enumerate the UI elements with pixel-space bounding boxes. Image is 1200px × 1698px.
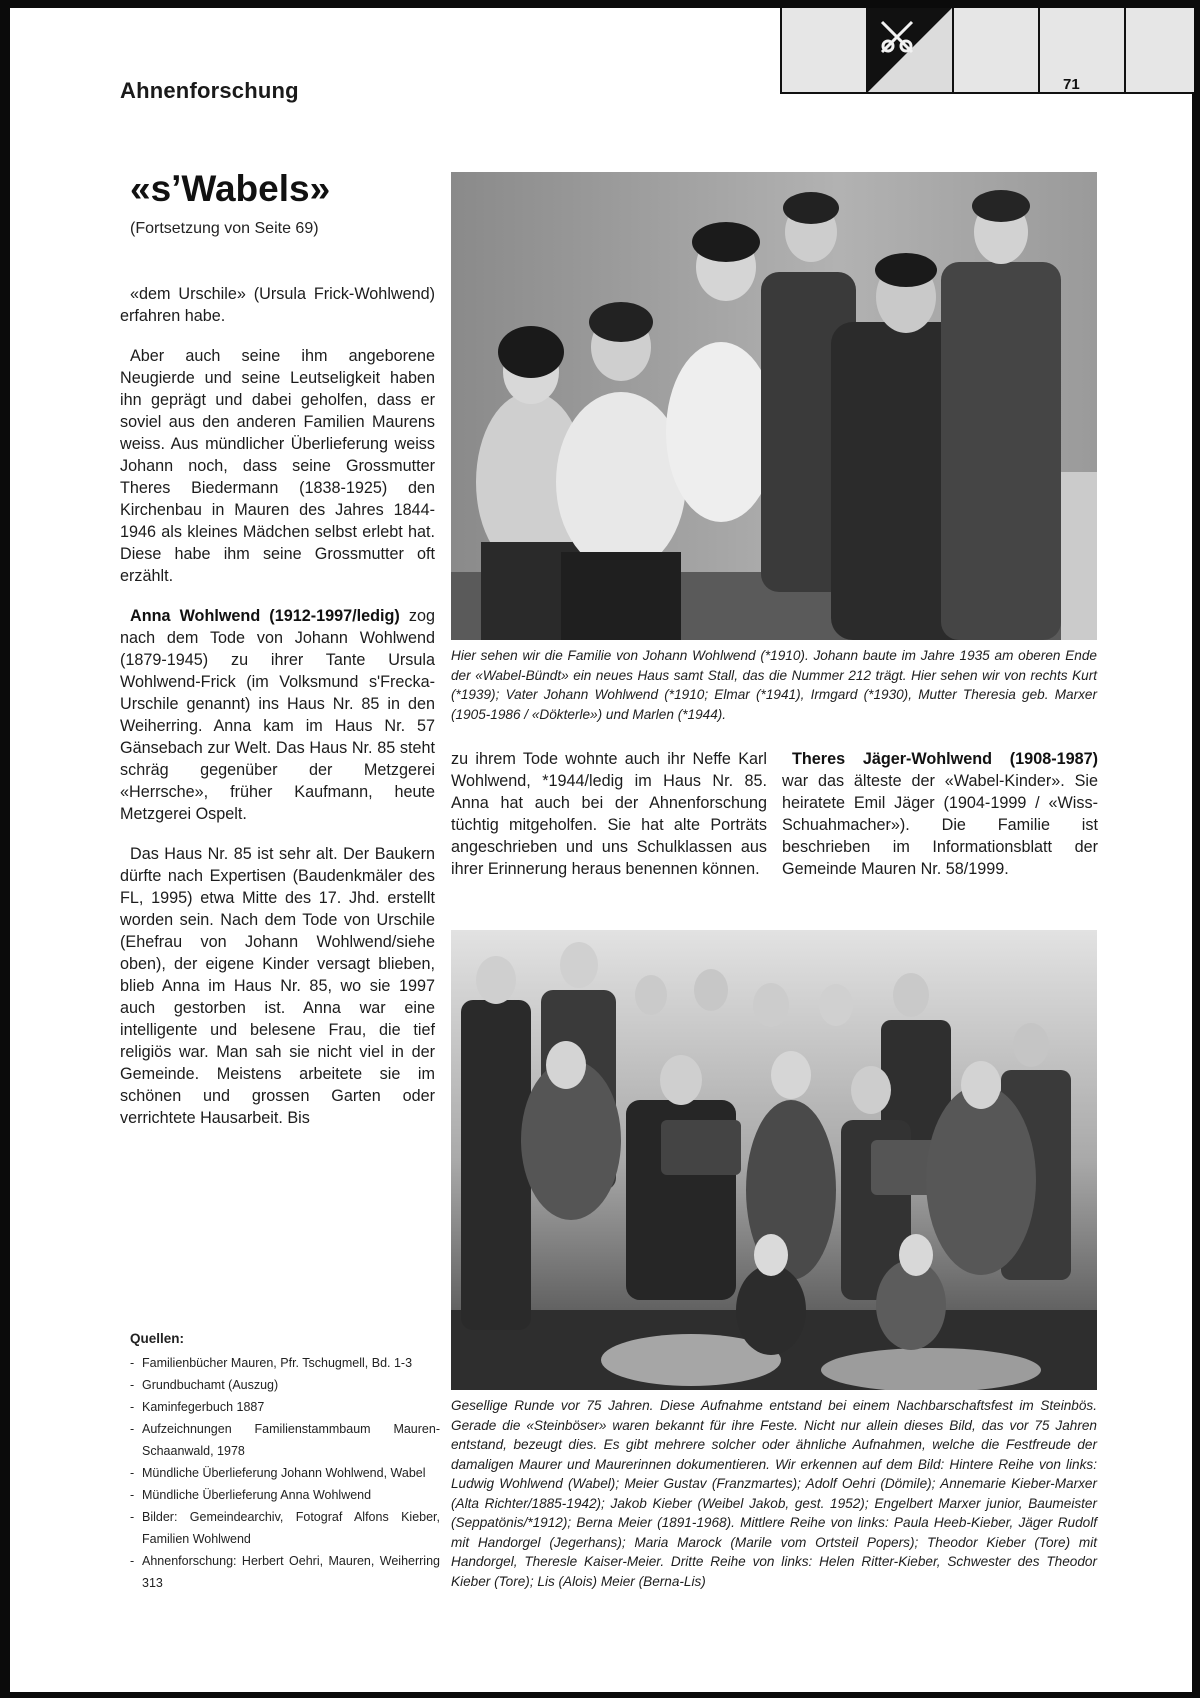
paragraph: «dem Urschile» (Ursula Frick-Wohlwend) erfahren habe.	[120, 285, 435, 325]
source-item: - Grundbuchamt (Auszug)	[130, 1374, 440, 1396]
source-item: - Mündliche Überlieferung Anna Wohlwend	[130, 1484, 440, 1506]
right-column	[782, 748, 1098, 898]
header-rule	[780, 92, 1192, 94]
paragraph: Aber auch seine ihm angeborene Neugierde und seine Leutseligkeit haben ihn geprägt und dabei geholfen, dass er soviel aus den anderen Familien Maurens weiss. Aus mündlicher Überlieferung weiss Johann noch, dass seine Grossmutter Theres Biedermann (1838-1925) den Kirchenbau in Mauren des Jahres 1844-1946 als kleines Mädchen selbst erlebt hat. Diese habe ihm seine Grossmutter oft erzählt.	[120, 347, 435, 585]
page-number: 71	[1063, 76, 1080, 93]
header-grid-cell	[952, 8, 1038, 92]
sources-heading: Quellen:	[130, 1331, 185, 1346]
paragraph-text: war das älteste der «Wabel-Kinder». Sie heiratete Emil Jäger (1904-1999 / «Wiss-Schuahmacher»). Die Familie ist beschrieben im Informationsblatt der Gemeinde Mauren Nr. 58/1999.	[782, 772, 1098, 878]
paragraph: Das Haus Nr. 85 ist sehr alt. Der Baukern dürfte nach Expertisen (Baudenkmäler des FL, 1995) etwa Mitte des 17. Jhd. erstellt worden sein. Nach dem Tode von Urschile (Ehefrau von Johann Wohlwend/siehe oben), der eigene Kinder versagt blieben, blieb Anna im Haus Nr. 85, wo sie 1997 auch gestorben ist. Anna war eine intelligente und belesene Frau, die tief religiös war. Man sah sie nicht viel in der Gemeinde. Meistens arbeitete sie im schönen und grossen Garten oder verrichtete Hausarbeit. Bis	[120, 845, 435, 1127]
header-grid-cell	[1124, 8, 1194, 92]
paragraph: zu ihrem Tode wohnte auch ihr Neffe Karl Wohlwend, *1944/ledig im Haus Nr. 85. Anna hat auch bei der Ahnenforschung tüchtig mitgeholfen. Sie hat alte Porträts angeschrieben und uns Schulklassen aus ihrer Erinnerung heraus benennen können.	[451, 750, 767, 878]
magazine-page	[10, 8, 1192, 1692]
article-subtitle: (Fortsetzung von Seite 69)	[130, 220, 319, 237]
source-item: - Aufzeichnungen Familienstammbaum Mauren-Schaanwald, 1978	[130, 1418, 440, 1462]
paragraph	[120, 605, 435, 825]
sources-list	[130, 1352, 440, 1594]
source-item: - Kaminfegerbuch 1887	[130, 1396, 440, 1418]
family-portrait-image	[451, 172, 1097, 640]
group-gathering-image	[451, 930, 1097, 1390]
crossed-keys-emblem-icon	[868, 8, 952, 92]
section-title: Ahnenforschung	[120, 78, 299, 103]
header-grid-cell	[780, 8, 866, 92]
header-emblem-cell	[866, 8, 952, 92]
sources-block	[130, 1328, 440, 1594]
group-photo-caption: Gesellige Runde vor 75 Jahren. Diese Aufnahme entstand bei einem Nachbarschaftsfest im Steinbös. Gerade die «Steinböser» waren bekannt für ihre Feste. Nicht nur allein dieses Bild, das vor 75 Jahren entstand, bezeugt dies. Es gibt mehrere solcher oder ähnliche Aufnahmen, welche die Festfreude der damaligen Maurer und Maurerinnen dokumentieren. Wir erkennen auf dem Bild: Hintere Reihe von links: Ludwig Wohlwend (Wabel); Meier Gustav (Franzmartes); Adolf Oehri (Dömile); Annemarie Kieber-Marxer (Alta Richter/1885-1942); Jakob Kieber (Weibel Jakob, gest. 1952); Engelbert Marxer junior, Baumeister (Seppatönis/*1912); Berna Meier (1891-1968). Mittlere Reihe von links: Paula Heeb-Kieber, Jäger Rudolf mit Handorgel (Jegerhans); Maria Marock (Marile vom Ortsteil Popers); Theodor Kieber (Tore) mit Handorgel, Theresle Kaiser-Meier. Dritte Reihe von links: Helen Ritter-Kieber, Schwester des Theodor Kieber (Tore); Lis (Alois) Meier (Berna-Lis)	[451, 1398, 1097, 1589]
paragraph-heading: Anna Wohlwend (1912-1997/ledig)	[130, 607, 400, 625]
group-photo	[451, 930, 1097, 1390]
source-item: - Ahnenforschung: Herbert Oehri, Mauren, Weiherring 313	[130, 1550, 440, 1594]
paragraph-heading: Theres Jäger-Wohlwend (1908-1987)	[792, 750, 1098, 768]
article-title: «s’Wabels»	[130, 168, 331, 209]
family-photo	[451, 172, 1097, 640]
left-column	[120, 283, 435, 1147]
header-grid	[780, 8, 1192, 94]
header-grid-cell	[1038, 8, 1124, 92]
paragraph-text: zog nach dem Tode von Johann Wohlwend (1879-1945) zu ihrer Tante Ursula Wohlwend-Frick (im Volksmund s'Frecka-Urschile genannt) ins Haus Nr. 85 in den Weiherring. Anna kam im Haus Nr. 57 Gänsebach zur Welt. Das Haus Nr. 85 steht schräg gegenüber der Metzgerei «Herrsche», früher Kaufmann, heute Metzgerei Ospelt.	[120, 607, 435, 823]
family-photo-caption: Hier sehen wir die Familie von Johann Wohlwend (*1910). Johann baute im Jahre 1935 am oberen Ende der «Wabel-Bündt» ein neues Haus samt Stall, das die Nummer 212 trägt. Hier sehen wir von rechts Kurt (*1939); Vater Johann Wohlwend (*1910; Elmar (*1941), Irmgard (*1930), Mutter Theresia geb. Marxer (1905-1986 / «Dökterle») und Marlen (*1944).	[451, 648, 1097, 722]
paragraph	[782, 748, 1098, 880]
middle-column	[451, 748, 767, 898]
source-item: - Familienbücher Mauren, Pfr. Tschugmell, Bd. 1-3	[130, 1352, 440, 1374]
source-item: - Mündliche Überlieferung Johann Wohlwend, Wabel	[130, 1462, 440, 1484]
source-item: - Bilder: Gemeindearchiv, Fotograf Alfons Kieber, Familien Wohlwend	[130, 1506, 440, 1550]
